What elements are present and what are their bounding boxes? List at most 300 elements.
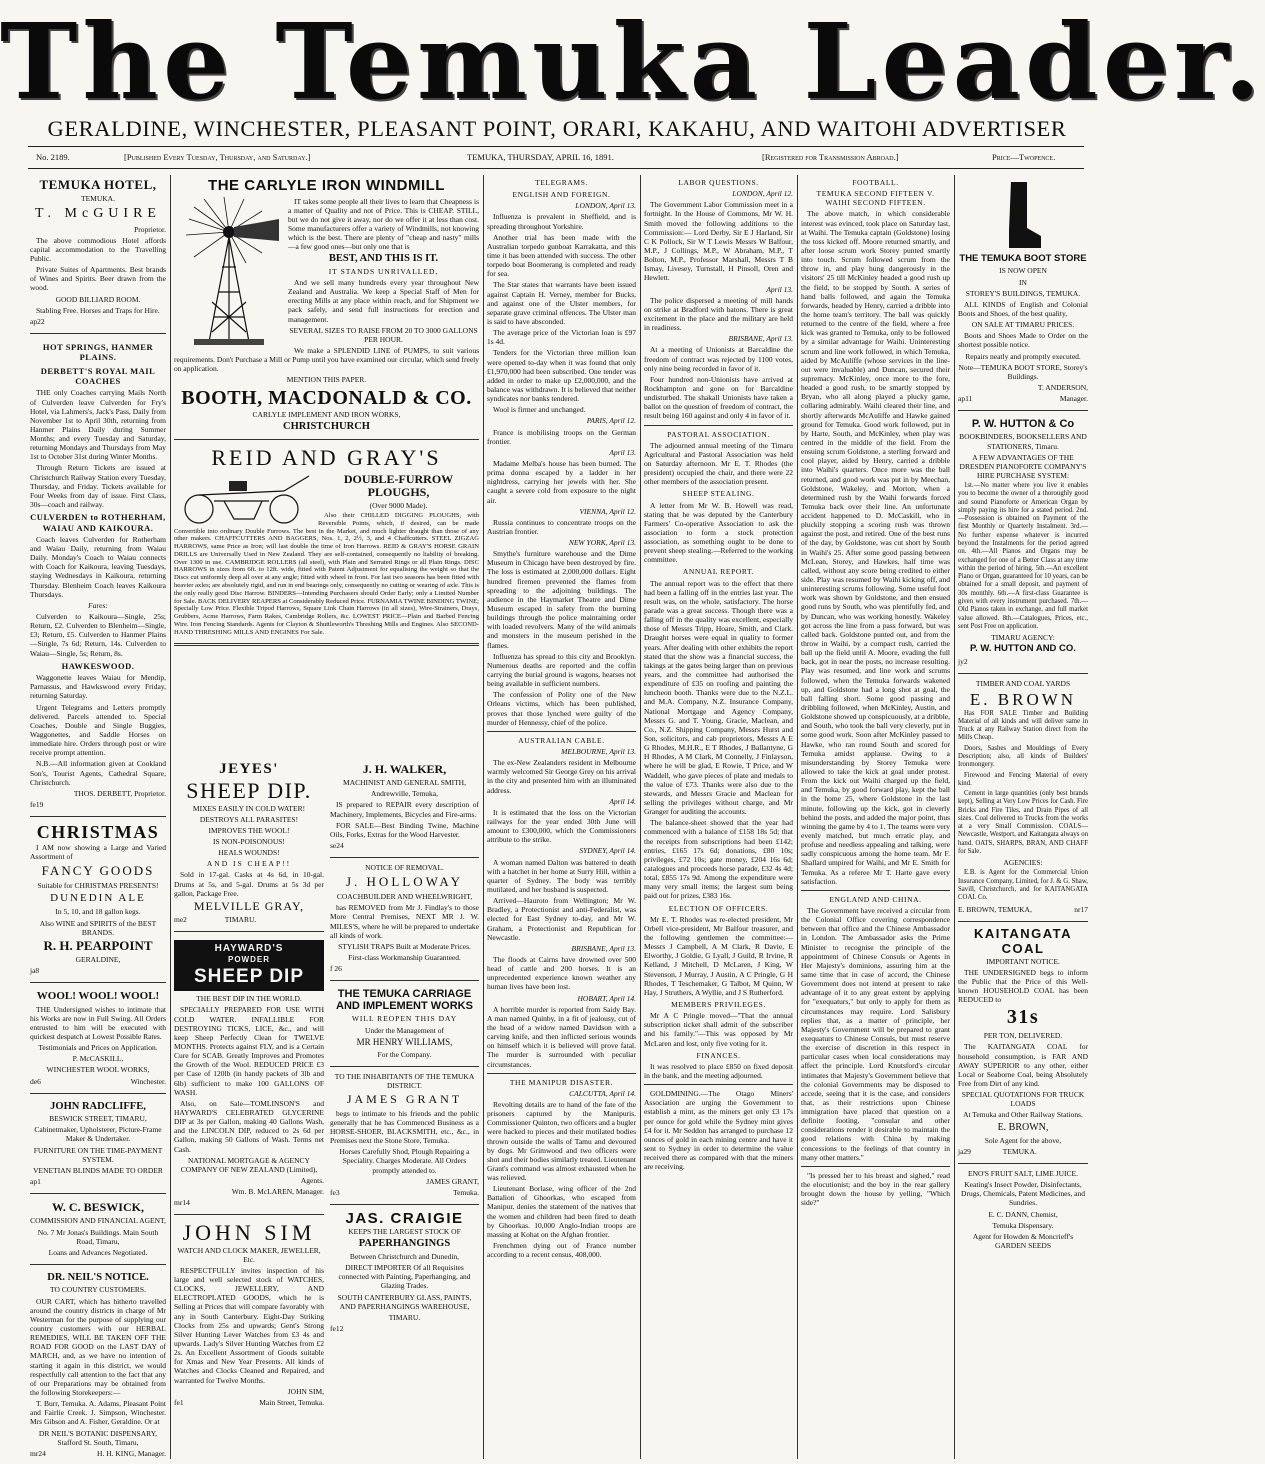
ad-text: ALL KINDS of English and Colonial Boots and Shoes, of the best quality,: [958, 299, 1088, 318]
ad-text: Cement in large quantities (only best brands kept), Selling at Very Low Prices for Cash. Fire Bricks and Fire Tiles, and Drain Pipes of all sizes. Coal delivered to Trucks from the works at a very Small Commission. COALS—Newcastle, Westport, and Kaitangata always on hand. OATS, SHARPS, BRAN, AND CHAFF for Sale.: [958, 790, 1088, 856]
ad-code: ap22: [30, 316, 45, 326]
ad-code: fe3: [330, 1187, 340, 1197]
ad-signature: E. C. DANN, Chemist,: [988, 1209, 1058, 1219]
dateline-text: April 14.: [609, 796, 636, 806]
ad-wool-mccaskill: [30, 987, 166, 1088]
column-2b: [330, 760, 479, 1336]
article-text: Frenchmen dying out of France number according to a recent census, 408,000.: [487, 1241, 636, 1260]
column-1: [30, 175, 166, 1459]
ad-name: MELVILLE GRAY,: [193, 898, 305, 913]
ad-name: JAS. CRAIGIE: [345, 1210, 464, 1228]
ad-name: E. BROWN: [969, 689, 1077, 709]
ad-heading: THE CARLYLE IRON WINDMILL: [208, 177, 445, 194]
ad-text: I AM now showing a Large and Varied Assortment of: [30, 842, 166, 861]
divider: [958, 921, 1088, 922]
divider: [174, 643, 479, 646]
ad-text: Culverden to Kaikoura—Single, 25s; Return, £2. Culverden to Blenheim—Single, £3; Return, £5. Culverden to Hanmer Plains—Single, 7s 6d; Return, 14s. Culverden to Waiau—Single, 5s; Return, 8s.: [30, 612, 166, 658]
ad-text: Temuka Dispensary.: [992, 1220, 1054, 1230]
ad-signature: E. BROWN,: [997, 1121, 1049, 1133]
ad-text: Coach leaves Culverden for Rotherham and Waiau Daily, returning from Waiau Daily. Monday's Coach to Waiau connects with Coach for Kaikoura, leaving Tuesdays, staying Wednesdays in Kaikoura, returning Thursday. Blenheim Coach leaves Kaikoura Thursdays.: [30, 534, 166, 599]
ad-signature: Wm. B. McLAREN, Manager.: [231, 1187, 324, 1197]
ad-haywards-sheep-dip: [174, 936, 324, 1210]
ad-text: Proprietor.: [134, 224, 166, 234]
ad-text: HEALS WOUNDS!: [218, 848, 280, 858]
ad-code: ap1: [30, 1177, 41, 1187]
haywards-banner: [174, 940, 324, 991]
ad-text: IT takes some people all their lives to learn that Cheapness is a matter of Quality and not of Price. This is CHEAP. STILL, but we do not give it away, nor do we offer it at less than cost. Some manufacturers offer a variety of Windmills, not knowing which is the best. There are plenty of "cheap and nasty" mills—a few good ones—but only one that is: [288, 196, 479, 252]
ad-text: Through Return Tickets are issued at Christchurch Railway Station every Tuesday, Thursday, and Friday. Tickets available for Four Weeks from day of issue. First Class, 30s—coach and railway.: [30, 463, 166, 510]
article-text: Russia continues to concentrate troops on the Austrian frontier.: [487, 517, 636, 536]
section-heading: PASTORAL ASSOCIATION.: [667, 429, 770, 439]
ad-code: me2: [174, 915, 187, 924]
article-text: Mr A C Pringle moved—"That the annual subscription ticket shall admit of the subscriber and his family."—This was opposed by Mr McLaren and lost, only five voting for it.: [644, 1011, 793, 1048]
dateline-text: LONDON, April 12.: [732, 189, 793, 199]
ad-text: Loans and Advances Negotiated.: [48, 1247, 148, 1257]
ad-text: Has FOR SALE Timber and Building Material of all kinds and will deliver same in Truck at any Railway Station direct from the Mills Cheap.: [958, 709, 1088, 742]
dateline-text: VIENNA, April 12.: [579, 506, 636, 516]
ad-signature: T. ANDERSON,: [1037, 382, 1088, 392]
ad-text: MENTION THIS PAPER.: [286, 375, 367, 385]
ad-dr-neil: [30, 1269, 166, 1461]
publication-schedule: [Published Every Tuesday, Thursday, and Saturday.]: [124, 152, 311, 162]
ad-text: THE BEST DIP IN THE WORLD.: [196, 994, 302, 1004]
ad-text: Agent for Howden & Moncrieff's GARDEN SEEDS: [972, 1231, 1074, 1251]
dateline-text: MELBOURNE, April 13.: [561, 747, 636, 757]
issue-number: No. 2189.: [36, 152, 70, 162]
divider: [644, 1084, 793, 1085]
divider: [330, 1066, 479, 1067]
ad-text: Urgent Telegrams and Letters promptly delivered. Parcels attended to. Special Coaches, Double and Single Buggies, Waggonettes, and Saddle Horses on immediate hire. Orders through post or wire receive prompt attention.: [30, 702, 166, 758]
divider: [30, 1193, 166, 1194]
divider: [487, 1073, 636, 1074]
ad-name: MR HENRY WILLIAMS,: [356, 1036, 453, 1047]
ad-text: BESWICK STREET, TIMARU,: [49, 1114, 147, 1124]
ad-heading: REID AND GRAY'S: [211, 445, 442, 471]
ad-text: FANCY GOODS: [41, 863, 155, 879]
article-text: A letter from Mr W. B. Howell was read, stating that he was deputed by the Canterbury Farmers' Co-operative Association to ask the association to form a stock protection association, as something ought to be done to prevent sheep stealing.—Referred to the working committee.: [644, 500, 793, 565]
article-text: The average price of the Victorian loan is £97 1s 4d.: [487, 328, 636, 347]
windmill-icon: [174, 197, 284, 347]
registration-note: [Registered for Transmission Abroad.]: [762, 152, 899, 162]
ad-text: Fares:: [88, 600, 108, 610]
article-text: The confession of Polity one of the New Orleans victims, which has been published, proves that those lynched were guilty of the murder of Hennessy, chief of the police.: [487, 690, 636, 727]
ad-code: de6: [30, 1076, 41, 1086]
column-6: [958, 175, 1088, 1459]
ad-heading: THE TEMUKA BOOT STORE: [959, 253, 1087, 264]
ad-signature: P. McCASKILL,: [72, 1054, 124, 1064]
divider: [644, 425, 793, 426]
divider: [30, 816, 166, 817]
divider: [801, 890, 950, 891]
ad-holloway: [330, 862, 479, 976]
divider: [958, 1163, 1088, 1164]
ad-name: T. McGUIRE: [35, 206, 161, 222]
divider: [330, 980, 479, 981]
article-text: Four hundred non-Unionists have arrived at Rockhampton and gone on for Barcaldine undisturbed. The shakall Unionists have taken a ballot on the question of freedom of contract, the result being 160 against and only 4 in favor of it.: [644, 374, 793, 421]
ad-text: WILL REOPEN THIS DAY: [351, 1014, 458, 1024]
ad-heading: JEYES': [219, 761, 279, 777]
ad-heading: DERBETT'S ROYAL MAIL COACHES: [40, 365, 156, 386]
ad-text: FURNITURE ON THE TIME-PAYMENT SYSTEM.: [33, 1145, 163, 1164]
divider: [174, 931, 324, 932]
ad-text: SPECIAL QUOTATIONS FOR TRUCK LOADS: [961, 1090, 1085, 1109]
ad-text: Suitable for CHRISTMAS PRESENTS!: [37, 880, 159, 890]
ad-code: fe19: [30, 799, 44, 809]
ad-text: TO COUNTRY CUSTOMERS.: [50, 1285, 146, 1295]
ad-reid-gray: [174, 444, 479, 639]
ad-text: NATIONAL MORTGAGE & AGENCY COMPANY OF NEW ZEALAND (Limited),: [180, 1155, 318, 1174]
divider: [330, 1204, 479, 1205]
ad-text: DR NEIL'S BOTANIC DISPENSARY, Stafford St. South, Timaru,: [38, 1428, 158, 1447]
article-text: Lieutenant Borlase, wing officer of the 2nd Battalion of Ghoorkas, who escaped from Manipur, denies the statement of the natives that the women and children had been fired to death by Ghoorkas. 10,000 Anglo-Indian troops are massing at Kohat on the Afghan frontier.: [487, 1184, 636, 1239]
article-text: Wool is firmer and unchanged.: [493, 405, 586, 415]
masthead-rule-bottom: [28, 168, 1084, 169]
article-text: The Star states that warrants have been issued against Captain H. Verney, member for Bucks, and against one of the Ulster members, for separate grave criminal offences. The Ulster man is said to have absconded.: [487, 280, 636, 326]
divider: [30, 1264, 166, 1265]
ad-heading: HOT SPRINGS, HANMER PLAINS.: [42, 341, 154, 363]
article-text: The ex-New Zealanders resident in Melbourne warmly welcomed Sir George Grey on his arrival in the city and presented him with an illuminated address.: [487, 758, 636, 795]
ad-jeyes-sheep-dip: [174, 760, 324, 927]
section-subheading: ANNUAL REPORT.: [682, 567, 755, 577]
masthead-rule-top: [28, 146, 1084, 147]
article-text: A horrible murder is reported from Saidy Bay. A man named Quinby, in a fit of jealousy, cut of the head of a widow named Davidson with a carving knife, and then inflicted serious wounds on himself which it is believed will prove fatal. The murder is surrounded with peculiar circumstances.: [487, 1004, 636, 1069]
ad-text: And we sell many hundreds every year throughout New Zealand and Australia. We keep a Special Staff of Men for erecting Mills at any place within reach, and for Shipment we pack safely, and send full instructions for erection and management.: [288, 278, 479, 324]
column-rule: [954, 175, 955, 1459]
ad-text: FOR SALE—Best Binding Twine, Machine Oils, Forks, Extras for the Wood Harvester.: [330, 820, 479, 839]
ad-text: Agents.: [300, 1175, 324, 1185]
ad-text: COMMISSION AND FINANCIAL AGENT,: [30, 1216, 166, 1226]
section-subheading: TEMUKA SECOND FIFTEEN V.: [816, 189, 935, 199]
ad-text: E.B. is Agent for the Commercial Union Insurance Company, Limited, for J. & G. Shaw, Savill, Christchurch, and for KAITANGATA COAL Co.: [958, 869, 1088, 902]
ad-text: First-class Workmanship Guaranteed.: [348, 953, 461, 963]
ad-kaitangata-coal: [958, 926, 1088, 1159]
article-text: A woman named Dalton was battered to death with a hatchet in her home at Surry Hill, within a quarter of Sydney. The body was terribly mutilated, and her husband is suspected.: [487, 857, 636, 894]
ad-text: GOOD BILLIARD ROOM.: [55, 294, 141, 304]
ad-text: In 5, 10, and 18 gallon kegs.: [55, 907, 141, 917]
ad-text: Between Christchurch and Dunedin,: [349, 1251, 460, 1261]
ad-text: No. 7 Mr Jonas's Buildings. Main South Road, Timaru,: [37, 1227, 159, 1246]
dateline-text: SYDNEY, April 14.: [579, 846, 636, 856]
ad-radcliffe: [30, 1098, 166, 1190]
article-text: Another trial has been made with the Australian torpedo gunboat Karrakatta, and this time it has been attended with success. The other torpedo boat Boomerang is completed and ready for sea.: [487, 232, 636, 279]
article-text: The Government have received a circular from the Colonial Office covering correspondence between that office and the Chinese Ambassador in London. The Ambassador asks the Prime Minister to recognise the principle of the appointment of Chinese Consuls or Agents in Her Majesty's dominions, assuring him at the same time that in case of accord, the Chinese Government does not intend at present to take advantage of it to any great extent by applying for "exequaturs," but only to apply for them as circumstances may require. Lord Salisbury replies that, as a matter of principle, her Majesty's Government will be prepared to grant exequaturs to Chinese Consuls, but must reserve the exercise of discretion in this respect in particular cases when local considerations may affect the principle. Lord Knutsford's circular intimates that Majesty's Government believe that the colonial Governments may be disposed to accede, seeing that it is the case, and considers that, as their restrictions upon Chinese immigration have placed that question on a definite footing, "consular and other considerations render it desirable to maintain the good relations with China by making concessions to the feelings of that country in many other matters.": [801, 905, 950, 1162]
ad-text: The above commodious Hotel affords capital accommodation to the Travelling Public.: [30, 235, 166, 263]
ad-temuka-hotel: [30, 175, 166, 329]
ad-heading: THE TEMUKA CARRIAGE AND IMPLEMENT WORKS: [336, 988, 473, 1013]
ad-text: Also, on Sale—TOMLINSON'S and HAYWARD'S CELEBRATED GLYCERINE DIP at 3s per Gallon, making 40 Gallons Wash, and the LINCOLN DIP, reduced to 2s 6d per Gallon, making 50 Gallons of Wash. Terms net Cash.: [174, 1098, 324, 1154]
article-text: It is estimated that the loss on the Victorian railways for the year ended 30th June will amount to £300,000, which the Commissioners attribute to the strike.: [487, 807, 636, 845]
article-text: It was resolved to place £850 on fixed deposit in the bank, and the meeting adjourned.: [644, 1061, 793, 1080]
ad-text: GERALDINE,: [75, 955, 121, 965]
section-heading: AUSTRALIAN CABLE.: [518, 735, 605, 745]
ad-text: (Over 9000 Made).: [369, 500, 428, 510]
ad-text: KEEPS THE LARGEST STOCK OF: [348, 1227, 461, 1237]
issue-date: TEMUKA, THURSDAY, APRIL 16, 1891.: [467, 152, 614, 162]
ad-text: Horses Carefully Shod, Plough Repairing a Speciality. Charges Moderate. All Orders promptly attended to.: [339, 1147, 470, 1175]
ad-heading: CHRISTMAS: [36, 822, 160, 843]
article-text: Arrived—Hauroto from Wellington; Mr W. Bradley, a Protectionist and anti-Federalist, was elected for East Sydney to-day, and Mr W. Graham, a Protectionist and Republican for Newcastle.: [487, 896, 636, 942]
article-text: The balance-sheet showed that the year had commenced with a balance of £158 18s 5d; that the receipts from subscriptions had been £142; entries, £165 17s 6d; donations, £80 10s; privileges, £72 10s; gate money, £204 16s 6d; catalogues and proceeds horse parade, £32 4s 4d; total, £855 17s 9d. Among the expenditure were many very small items; the largest sum being paid out for prizes, £383 16s.: [644, 818, 793, 901]
article-text: Influenza is prevalent in Sheffield, and is spreading throughout Yorkshire.: [487, 212, 636, 231]
dateline-text: HOBART, April 14.: [577, 993, 636, 1003]
ad-text: Also their CHILLED DIGGING PLOUGHS, with Reversible Points, which, if desired, can be made Convertible into ordinary Double Furrows. The best in the Market, and much lighter draught than those of any other makers. CHAFFCUTTERS AND BAGGERS, Nos. 1, 2, 2½, 3, and 4 Chaffcutters. STEEL ZIGZAG HARROWS, same Price as Iron; will last double the time of Iron Harrows. REID & GRAY'S HORSE GRAIN DRILLS are Universally Used in New Zealand. They are self-contained, consequently no liability of breaking. Over 1300 in use. CAMBRIDGE ROLLERS (all steel), with Plain and Serrated Rings or all Plain Rings. DISC HARROWS in sizes from 6ft. to 12ft. wide, fitted with Patent Adjustment for equalising the weight so that the Discs cut uniformly deep all over at any angle; fitted with wheel in front. For last two seasons has been fitted with heavier axles; are absolutely rigid, and run in end bearings only, consequently no cutting or wearing of axle. This is the only really good Disc Harrow. BINDERS—Intending Purchasers should Order Early; only a Limited Number for Sale. BACK DELIVERY REAPERS at Considerably Reduced Price. FURNAMIA TWINE BINDING TWINE; Specially Low Price. Flexible Tripod Harrows, Square Link Chain Harrows (in all sizes), Wire-Strainers, Drays, Grubbers, Acme Harrows, Farm Rakes, Cambridge Rollers, &c. LOWEST PRICE—Plain and Barbed Fencing Wire. Iron Fencing Standards. Agents for Clayton & Shuttleworth's Threshing Mills and Engines. Also SECOND-HAND THRESHING MILLS AND ENGINES For Sale.: [174, 512, 479, 636]
ad-signature: THOS. DERBETT, Proprietor.: [73, 788, 166, 798]
ad-text: TEMUKA.: [1002, 1146, 1037, 1156]
ad-text: Waggonette leaves Waiau for Mendip, Parnassus, and Hawkswood every Friday, returning Saturday.: [30, 673, 166, 701]
ad-signature: P. W. HUTTON AND CO.: [970, 643, 1076, 655]
ad-code: jy2: [958, 656, 968, 666]
ad-code: ap11: [958, 394, 973, 404]
article-text: Influenza has spread to this city and Brooklyn. Numerous deaths are reported and the coffin carrying the burial ground is wagons, hearses not being available in sufficient numbers.: [487, 651, 636, 689]
ad-text: At Temuka and Other Railway Stations.: [963, 1110, 1083, 1120]
ad-name: J. H. WALKER,: [362, 762, 447, 776]
article-text: At a meeting of Unionists at Barcaldine the freedom of contract was rejected by 1100 votes, only nine being recorded in favor of it.: [644, 345, 793, 373]
ad-text: OUR CART, which has hitherto travelled around the country districts in charge of Mr Westerman for the purpose of supplying our country customers with our HERBAL REMEDIES, WILL BE TAKEN OFF THE ROAD FOR GOOD on the LAST DAY of MARCH, and, as we have no intention of starting it again in this district, we would respectfully call attention to the fact that any of our Preparations may be obtained from the following Storekeepers:—: [30, 1296, 166, 1398]
ad-text: IS prepared to REPAIR every description of Machinery, Implements, Bicycles and Fire-arms.: [330, 800, 479, 819]
divider: [958, 673, 1088, 674]
divider: [30, 1093, 166, 1094]
ad-text: BEST, AND THIS IS IT.: [328, 253, 439, 265]
ad-text: CHRISTCHURCH: [283, 420, 370, 432]
article-text: The police dispersed a meeting of mill hands on strike at Bradford with batons. There is great excitement in the place and the military are held in readiness.: [644, 295, 793, 333]
article-text: The annual report was to the effect that there had been a falling off in the entries last year. The result was, on the whole, satisfactory. The horse parade was a great success. Though there was a falling off in the quality was excellent, especially those of Messrs Tripp, Hoare, Smith, and Clark. Draught horses were equal in quality to former years. After dealing with other exhibits the report stated that the show was a financial success, the takings at the gates being larger than on previous years, and the committee had authorised the expenditure of £35 on roofing and painting the luncheon booth. Thanks were due to the N.Z.L. and M.A. Company, N.Z. Insurance Company, National Mortgage and Agency Company, Messrs G. and T. Young, Gracie, Maclean, and Co., N.Z. Shipping Company, Messrs Hurst and Son, solicitors, and cab proprietors, Messrs A E G Rhodes, M.H.R., E T Rhodes, J Ballantyne, G H Rhodes, A M Clark, M Connelly, J Finlayson, where he will be glad, E Rowie, T Price, and W Waddell, who gave pieces of plate and medals to the value of £73. Thanks were also due to the stewards, and Messrs Gracie and Maclean for selling the privileges without charge, and Mr Granger for auditing the accounts.: [644, 578, 793, 817]
ad-text: The KAITANGATA COAL for household consumption, is FAR AND AWAY SUPERIOR to any other, either Local or Seaborne Coal, being Absolutely Free from Dirt of any kind.: [958, 1042, 1088, 1088]
ad-text: Also WINE and SPIRITS of the BEST BRANDS.: [39, 918, 157, 937]
ad-heading: WOOL! WOOL! WOOL!: [36, 990, 160, 1003]
ad-code: f 26: [330, 964, 342, 974]
ad-heading: TO THE INHABITANTS OF THE TEMUKA DISTRICT.: [334, 1071, 475, 1091]
ad-text: begs to intimate to his friends and the public generally that he has Commenced Business as a HORSE-SHOER, BLACKSMITH, etc., &c., in Premises next the Stone Store, Temuka.: [330, 1108, 479, 1146]
ad-heading: TEMUKA HOTEL,: [39, 177, 157, 192]
ad-heading: ENO'S FRUIT SALT, LIME JUICE.: [968, 1169, 1078, 1179]
ad-signature: JAMES GRANT,: [426, 1176, 479, 1186]
ad-name: JAMES GRANT: [346, 1092, 463, 1107]
article-text: The adjourned annual meeting of the Timaru Agricultural and Pastoral Association was held on Saturday afternoon. Mr E. T. Rhodes (the president) occupied the chair, and there were 22 other members of the association present.: [644, 440, 793, 487]
ad-pw-hutton: [958, 415, 1088, 669]
ad-text: PER TON, DELIVERED.: [983, 1031, 1063, 1041]
boot-icon: [1003, 180, 1043, 250]
section-heading: LABOR QUESTIONS.: [678, 178, 759, 187]
plough-icon: [174, 471, 314, 526]
article-text: Smythe's furniture warehouse and the Dime Museum in Chicago have been destroyed by fire. The loss is estimated at 2,000,000 dollars. Eight hundred firemen prevented the flames from spreading to the adjoining buildings. The audience in the Haymarket Theatre and Dime Museum escaped in safety from the burning buildings through the police maintaining order with loaded revolvers. Many of the wild animals and monsters in the museum perished in the flames.: [487, 549, 636, 650]
price-note: Price—Twopence.: [992, 152, 1056, 162]
ad-heading: SHEEP DIP.: [186, 778, 312, 804]
ad-name: JOHN RADCLIFFE,: [50, 1100, 146, 1112]
ad-text: AND IS CHEAP!!: [206, 859, 292, 869]
newspaper-subtitle: GERALDINE, WINCHESTER, PLEASANT POINT, ORARI, KAKAHU, AND WAITOHI ADVERTISER: [47, 116, 1067, 141]
article-text: The floods at Cairns have drowned over 500 head of cattle and 200 horses. It is an unprecedented experience known weather any human lives have been lost.: [487, 954, 636, 992]
article-text: The Government Labor Commission meet in a fortnight. In the House of Commons, Mr W. H. Smith moved the following additions to the Commission:— Lord Derby, Sir E J Harland, Sir C K Pollock, Sir W T Lewis Messrs W Balfour, M.P., J Collings, M.P., W Abraham, M.P., T Bolton, M.P., Professor Marshall, Messrs T B Ismay, Livesey, Turnstall, H Pinsoll, Oren and Hewlett.: [644, 200, 793, 283]
ad-code: nr17: [1074, 904, 1088, 914]
ad-text: SPECIALLY PREPARED FOR USE WITH COLD WATER. INFALLIBLE FOR DESTROYING TICKS, LICE, &c., and will keep Sheep Perfectly Clean for TWELVE MONTHS. Protects against FLY, and is a Certain Cure for SCAB. Greatly Improves and Promotes the Growth of the Wool. REDUCED PRICE £3 per Case of 120lb (in handy packets of 3lb and 6lb) sufficient to make 100 GALLONS OF WASH.: [174, 1005, 324, 1097]
ad-text: TIMARU.: [224, 915, 257, 924]
divider: [801, 1166, 950, 1167]
ad-name: J. HOLLOWAY: [345, 874, 464, 890]
plough-illustration: [174, 471, 314, 526]
section-subheading: ELECTION OF OFFICERS.: [668, 903, 769, 913]
article-text: Tenders for the Victorian three million loan were opened to-day when it was found that only £1,970,000 had been subscribed. One tender was added in order to make up £2,000,000, and the balance was withdrawn. It is believed that neither syndicates nor banks tendered.: [487, 348, 636, 404]
ad-temuka-carriage-works: [330, 985, 479, 1062]
dateline-text: April 13.: [609, 447, 636, 457]
divider: [958, 410, 1088, 411]
ad-text: IS NON-POISONOUS!: [213, 836, 285, 846]
ad-text: STOREY'S BUILDINGS, TEMUKA.: [965, 288, 1081, 298]
dateline-text: CALCUTTA, April 14.: [569, 1088, 636, 1098]
ad-text: RESPECTFULLY invites inspection of his large and well selected stock of WATCHES, CLOCKS, JEWELLERY, AND ELECTROPLATED GOODS, which he is Selling at Prices that will compare favorably with any in South Canterbury. Eight-Day Striking Clocks from 25s and upwards; Gent's Strong Silver Hunting Lever Watches from £3 4s and upwards. Lady's Silver Hunting Watches from £2 2s. An Excellent Assortment of Goods suitable for Xmas and New Year Presents. All kinds of Watches and Clocks Cleaned and Repaired, and warranted for Twelve Months.: [174, 1265, 324, 1385]
ad-text: TIMARU.: [388, 1312, 421, 1322]
article-text: GOLDMINING.—The Otago Miners' Association are urging the Government to establish a mint, as the miners get only £3 17s per ounce for gold while the Sydney mint gives £4 for it. Mr Seddon has arranged to purchase 12 ounces of gold in each mining centre and have it sent to Sydney in order to determine the value received there as compared with that the miners are receiving.: [644, 1089, 793, 1172]
ad-signature: JOHN SIM,: [287, 1386, 324, 1396]
column-rule: [170, 175, 171, 1459]
dateline: [32, 152, 1082, 166]
article-text: France is mobilising troops on the German frontier.: [487, 427, 636, 446]
ad-signature: H. H. KING, Manager.: [97, 1448, 166, 1458]
divider: [330, 857, 479, 858]
ad-text: IT STANDS UNRIVALLED,: [328, 266, 439, 276]
divider: [30, 333, 166, 334]
ad-text: T. Burr, Temuka. A. Adams, Pleasant Point and Fairlie Creek. J. Simpson, Winchester. Mrs Gibson and A. Fisher, Geraldine. Or at: [30, 1399, 166, 1427]
ad-text: PAPERHANGINGS: [358, 1238, 451, 1250]
ad-signature: E. BROWN, TEMUKA,: [958, 904, 1032, 914]
ad-text: Winchester.: [130, 1076, 166, 1086]
ad-code: ja8: [30, 966, 40, 976]
ad-text: 1st.—No matter where you live it enables you to become the owner of a thoroughly good and sound Pianoforte or American Organ by simply paying its hire for a stated period. 2nd.—Possession is obtained on Payment of the first Monthly or Quarterly Instalment. 3rd.—No further expense whatever is incurred beyond the Instalments for the period agreed on. 4th.—All Pianos and Organs may be exchanged for one of a Better Class at any time within the period of hiring. 5th.—An excellent Piano or Organ, guaranteed for 10 years, can be obtained for a small deposit, and payment of 30s monthly. 6th.—A first-class Guarantee is given with every instrument purchased. 7th.—Old Pianos taken in exchange, and full market value allowed. 8th.—Catalogues, Prices, etc., sent Post Free on application.: [958, 482, 1088, 630]
ad-text: ON SALE AT TIMARU PRICES.: [971, 320, 1075, 330]
section-subheading: FINANCES.: [696, 1050, 741, 1060]
column-rule: [797, 175, 798, 1459]
ad-text: IS NOW OPEN: [999, 266, 1047, 276]
banner-text: SHEEP DIP: [193, 966, 305, 988]
masthead: [0, 0, 1265, 170]
ad-text: WATCH AND CLOCK MAKER, JEWELLER, Etc.: [177, 1245, 321, 1264]
ad-text: Andrewville, Temuka,: [370, 789, 439, 799]
ad-text: WINCHESTER WOOL WORKS,: [46, 1065, 150, 1075]
ad-text: IMPROVES THE WOOL!: [208, 825, 290, 835]
ad-text: TEMUKA.: [81, 194, 115, 204]
divider: [174, 1214, 324, 1215]
ad-text: A FEW ADVANTAGES OF THE DRESDEN PIANOFORTE COMPANY'S HIRE PURCHASE SYSTEM:: [959, 452, 1087, 480]
ad-text: DOUBLE-FURROW PLOUGHS,: [343, 471, 454, 499]
ad-heading: KAITANGATA COAL: [973, 925, 1073, 956]
ad-e-brown-timber: [958, 678, 1088, 917]
ad-text: has REMOVED from Mr J. Findlay's to those More Central Premises, NEXT MR J. W. MILES'S, where he will be prepared to undertake all kinds of work.: [330, 903, 479, 940]
column-2a: [174, 760, 324, 1410]
ad-text: THE Undersigned wishes to intimate that his Works are now in Full Swing. All Orders entrusted to him will be executed with quickest despatch at Lowest Possible Rates.: [30, 1004, 166, 1041]
ad-text: For the Company.: [377, 1049, 432, 1059]
section-subheading: MEMBERS PRIVILEGES.: [671, 999, 766, 1009]
ad-text: Keating's Insect Powder, Disinfectants, Drugs, Chemicals, Patent Medicines, and Sundries.: [961, 1180, 1085, 1208]
ad-heading: CULVERDEN to ROTHERHAM, WAIAU AND KAIKOURA.: [30, 512, 166, 533]
ad-text: BOOKBINDERS, BOOKSELLERS AND STATIONERS, Timaru.: [959, 432, 1087, 451]
article-text: Madame Melba's house has been burned. The prima donna escaped by a ladder in her nightdress, carrying her jewels with her. She caught a severe cold from exposure to the night air.: [487, 458, 636, 505]
ad-name: JOHN SIM: [182, 1220, 316, 1246]
ad-walker: [330, 760, 479, 853]
column-2: [174, 175, 479, 1459]
dateline-text: LONDON, April 13.: [575, 201, 636, 211]
ad-christmas-pearpoint: [30, 821, 166, 978]
article-text: The above match, in which considerable interest was evinced, took place on Saturday last, at Waihi. The Temuka captain (Goldstone) losing the toss kicked off. Moore returned smartly, and after loose scrum work Storey punted smartly into touch. Scrum followed scrum from the throw in, and play hung dangerously in the visitors' 25 till McKinley headed a good rush up the field, to be stopped by South. A series of hand balls followed, and again the Temuka forwards, headed by Henry, carried a dribble into the home team's territory. The ball was quickly returned to the centre of the field, where a free kick was granted to Temuka, only to be followed by a similar advantage for Waihi. Uninteresting scrum and line work followed, in which Temuka, aided by McAuliffe (whose services in the line-out were invaluable) and Duncan, secured their supremacy. McKinley, once more to the fore, headed a good rush, to be smartly stopped by Bryan, who all along played a plucky game, collaring admirably. Waihi cleared their line, and shortly afterwards McAuliffe and Hawke gained ground for Temuka. Good work followed, put in by Harte, South, and McKinley, when play was centred in the middle of the field. From the ensuing scrum Goldstone, a sterling forward and cool player, aided by Henry, carried a dribble into Waihi's quarters. Once more was the ball returned, and good work was put in by Meechan, Goldstone, Wakeley, and Morton, when a determined rush by the Waihi forwards forced Temuka back over their line. An unfortunate accident happened to D. McCaskill, who in pluckily stopping a scoring rush was thrown against the post, and retired. One of the best runs of the day, by Goldstone, was cut short by South in Waihi's 25. After some good passing between McLean, Storey, and Hawkes, half time was called, without any score being credited to either side. Play was resumed by Waihi kicking off, and uninteresting scrums following. Some useful foot work was shown by Goldstone, and then ensued good runs by South, who was plentifully fed, and by Duncan, who was working honestly. Wakeley got across the line from a pass forward, but was called back. Goldstone punted out, and from the throw in Waihi, by a compact rush, carried the ball up the field until A. Moore, evading the full back, got in near the posts, no increase resulting. Play was resumed, and line work and scrums followed, when the Temuka forwards wakened up, and Goldstone had a long shot at goal, the ball falling short. Some good passing and dribbling followed, when McKinley, Austin, and Goldstone showed up conspicuously, at a dribble, and South, who took the ball very cleverly, put in some good work. Soon after McKinley passed to Hawke, who ran round South and scored for Temuka amidst applause. Owing to a misunderstanding by Storey Temuka were allowed to take the kick at goal under protest. From the kick out Waihi charged up the field, and Temuka, by good forward play, kept the ball in the home 25, where Goldstone in the last minute, following up the kick, got in cleverly behind the posts, and added the major point, thus winning the game by 4 to 1. The teams were very evenly matched, but much erratic play, and profuse and needless appealing and talking, were sadly conspicuous among the home team. Mr F. Shallard umpired for Waihi, and Mr E. Smith for Temuka. As a referee Mr T. Harte gave every satisfaction.: [801, 209, 950, 886]
column-rule: [483, 175, 484, 1459]
ad-code: se24: [330, 841, 344, 851]
ad-text: Main Street, Temuka.: [259, 1397, 324, 1407]
ad-text: VENETIAN BLINDS MADE TO ORDER: [33, 1165, 163, 1175]
ad-heading: HAWKESWOOD.: [61, 660, 135, 671]
section-subheading: ENGLISH AND FOREIGN.: [512, 190, 611, 200]
ad-text: N.B.—All information given at Cookland Son's, Tourist Agents, Cathedral Square, Christchurch.: [30, 759, 166, 787]
ad-code: mr14: [174, 1198, 190, 1208]
ad-name: R. H. PEARPOINT: [43, 937, 153, 953]
ad-text: DIRECT IMPORTER Of all Requisites connected with Painting, Paperhanging, and Glazing Trades.: [338, 1263, 471, 1291]
column-3: [487, 175, 636, 1459]
ad-text: DUNEDIN ALE: [50, 892, 146, 905]
section-heading: THE MANIPUR DISASTER.: [509, 1077, 614, 1087]
ad-text: Under the Management of: [365, 1025, 444, 1035]
column-5: [801, 175, 950, 1459]
ad-text: Testimonials and Prices on Application.: [38, 1043, 158, 1053]
ad-text: TIMARU AGENCY:: [991, 633, 1055, 643]
ad-jas-craigie: [330, 1209, 479, 1336]
ad-text: CARLYLE IMPLEMENT AND IRON WORKS,: [252, 409, 401, 419]
ad-text: THE UNDERSIGNED begs to inform the Public that the Price of this Well-known HOUSEHOLD COAL has been REDUCED to: [958, 967, 1088, 1005]
ad-code: fe1: [174, 1397, 184, 1407]
dateline-text: BRISBANE, April 13.: [728, 334, 793, 344]
ad-james-grant: [330, 1071, 479, 1200]
ad-text: STYLISH TRAPS Built at Moderate Prices.: [338, 941, 471, 951]
ad-temuka-boot-store: [958, 175, 1088, 406]
ad-text: COACHBUILDER AND WHEELWRIGHT,: [336, 892, 473, 902]
ad-name: W. C. BESWICK,: [52, 1200, 144, 1215]
coal-price: 31s: [1006, 1006, 1040, 1029]
ad-text: IN: [1019, 277, 1027, 287]
column-rule: [640, 175, 641, 1459]
article-text: Revolting details are to hand of the fate of the prisoners captured by the Manipuris. Commissioner Quinton, two officers and a bugler were hacked to pieces and their mutilated bodies thrown outside the walls of Tamu and devoured by dogs. Mr Grimwood and two officers were shot and their bodies similarly treated. Lieutenant Grant's command was almost exhausted when he was relieved.: [487, 1099, 636, 1183]
ad-heading: P. W. HUTTON & Co: [971, 418, 1075, 431]
divider: [30, 982, 166, 983]
ad-john-sim: [174, 1219, 324, 1410]
ad-text: DESTROYS ALL PARASITES!: [199, 814, 299, 824]
ad-text: AGENCIES:: [1003, 858, 1043, 868]
ad-carlyle-windmill: [174, 175, 479, 435]
ad-text: Repairs neatly and promptly executed.: [965, 351, 1081, 361]
ad-text: IMPORTANT NOTICE.: [986, 956, 1060, 966]
ad-text: MIXES EASILY IN COLD WATER!: [192, 803, 306, 813]
ad-text: Firewood and Fencing Material of every kind.: [958, 771, 1088, 787]
ad-derbett-coaches: [30, 338, 166, 812]
ad-code: ja29: [958, 1146, 971, 1156]
ad-text: MACHINIST AND GENERAL SMITH,: [343, 778, 466, 788]
ad-code: fe12: [330, 1323, 344, 1333]
newspaper-title: The Temuka Leader.: [0, 0, 1265, 123]
ad-heading: NOTICE OF REMOVAL.: [365, 863, 444, 873]
section-heading: ENGLAND AND CHINA.: [829, 894, 922, 904]
ad-enos-fruit-salt: [958, 1168, 1088, 1253]
ad-text: Doors, Sashes and Mouldings of Every Description; also, all kinds of Builders' Ironmongery.: [958, 744, 1088, 769]
dateline-text: NEW YORK, April 13.: [568, 538, 636, 548]
ad-text: Manager.: [1059, 394, 1088, 404]
ad-text: Cabinetmaker, Upholsterer, Picture-Frame Maker & Undertaker.: [34, 1125, 162, 1144]
dateline-text: PARIS, April 12.: [586, 416, 636, 426]
ad-text: Boots and Shoes Made to Order on the shortest possible notice.: [958, 331, 1088, 350]
section-subheading: WAIHI SECOND FIFTEEN.: [825, 198, 926, 208]
ad-text: Sold in 17-gal. Casks at 4s 6d, in 10-gal. Drums at 5s, and 5-gal. Drums at 5s 3d per gallon, Package Free.: [174, 870, 324, 898]
article-text: "Is pressed her to his breast and sighed," read the elocutionist; and the boy in the rear gallery brought down the house by yelling, "Which side?": [801, 1170, 950, 1208]
ad-beswick: [30, 1198, 166, 1260]
ad-text: SEVERAL SIZES TO RAISE FROM 20 TO 3000 GALLONS PER HOUR.: [289, 325, 478, 344]
ad-text: Temuka.: [453, 1187, 479, 1197]
ad-text: Private Suites of Apartments. Best brands of Wines and Spirits. Beer drawn from the wood.: [30, 265, 166, 293]
ad-text: THE only Coaches carrying Mails North of Culverden leave Culverden for Fry's Hotel, via Lahmers's, Jack's Pass, Daily from November 1st to April 30th, returning from Hanmer Plains Daily during Summer Months; and every Tuesday and Saturday, returning Mondays and Thursdays from May 1st to October 31st during Winter Months.: [30, 388, 166, 462]
boot-illustration: [1003, 180, 1043, 250]
